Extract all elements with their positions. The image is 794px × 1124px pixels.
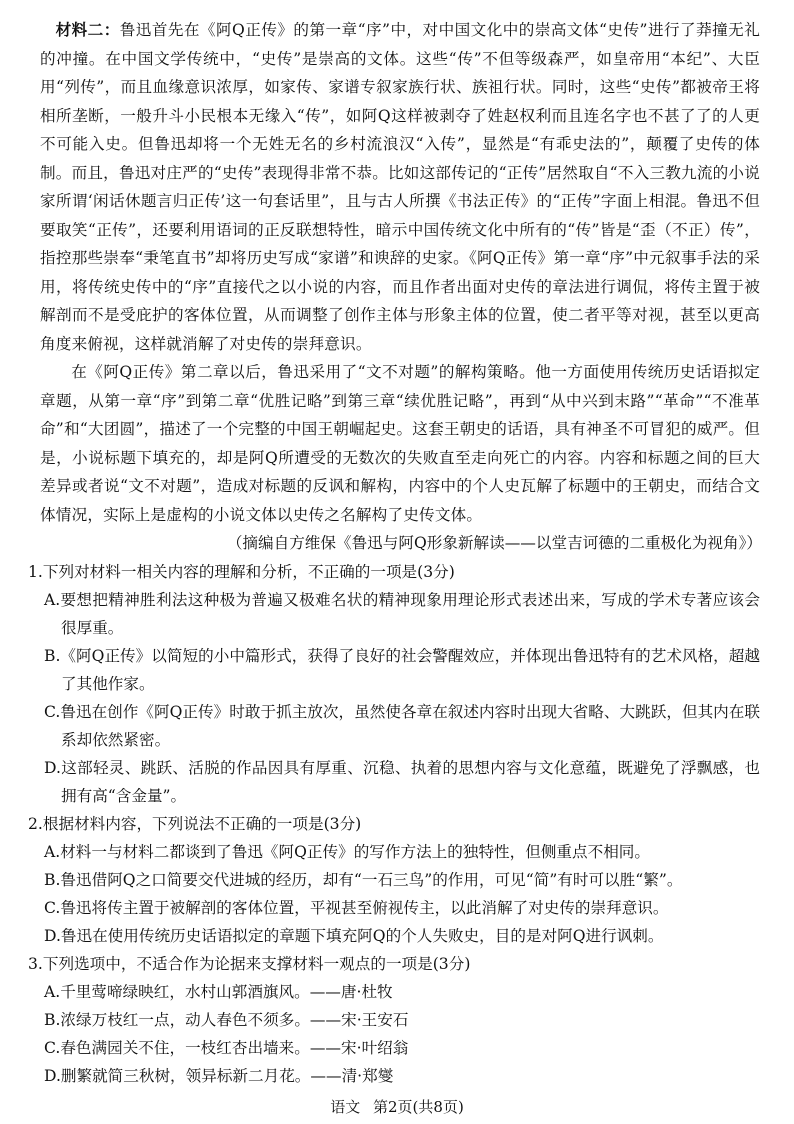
material2-paragraph-1-text: 鲁迅首先在《阿Q正传》的第一章“序”中，对中国文化中的崇高文体“史传”进行了莽撞无礼的冲撞。在中国文学传统中，“史传”是崇高的文体。这些“传”不但等级森严，如皇帝用“本纪”、大臣用“列传”，而且血缘意识浓厚，如家传、家谱专叙家族行状、族祖行状。同时，这些“史传”都被帝王将相所垄断，一般升斗小民根本无缘入“传”，如阿Q这样被剥夺了姓赵权利而且连名字也不甚了了的人更不可能入史。但鲁迅却将一个无姓无名的乡村流浪汉“入传”，显然是“有乖史法的”，颠覆了史传的体制。而且，鲁迅对庄严的“史传”表现得非常不恭。比如这部传记的“正传”居然取自“不入三教九流的小说家所谓‘闲话休题言归正传’这一句套话里”，且与古人所撰《书法正传》的“正传”字面上相混。鲁迅不但要取笑“正传”，还要利用语词的正反联想特性，暗示中国传统文化中所有的“传”皆是“歪（不正）传”，指控那些崇奉“秉笔直书”却将历史写成“家谱”和谀辞的史家。《阿Q正传》第一章“序”中元叙事手法的采用，将传统史传中的“序”直接代之以小说的内容，而且作者出面对史传的章法进行调侃，将传主置于被解剖而不是受庇护的客体位置，从而调整了创作主体与形象主体的位置，使二者平等对视，甚至以更高角度来俯视，这样就消解了对史传的崇拜意识。 (40, 21, 760, 353)
page-footer (0, 1096, 794, 1118)
question-3 (28, 950, 760, 1090)
footer-subject: 语文 (330, 1098, 361, 1116)
question-3-option-a: A.千里莺啼绿映红，水村山郭酒旗风。——唐·杜牧 (44, 982, 393, 1001)
question-1-option-b: B.《阿Q正传》以简短的小中篇形式，获得了良好的社会警醒效应，并体现出鲁迅特有的艺术风格，超越了其他作家。 (44, 646, 760, 693)
question-2-stem: 2.根据材料内容，下列说法不正确的一项是(3分) (28, 814, 362, 833)
material2-paragraph-2: 在《阿Q正传》第二章以后，鲁迅采用了“文不对题”的解构策略。他一方面使用传统历史话语拟定章题，从第一章“序”到第二章“优胜记略”到第三章“续优胜记略”，再到“从中兴到末路”“革命”“不准革命”和“大团圆”，描述了一个完整的中国王朝崛起史。这套王朝史的话语，具有神圣不可冒犯的威严。但是，小说标题下填充的，却是阿Q所遭受的无数次的失败直至走向死亡的内容。内容和标题之间的巨大差异或者说“文不对题”，造成对标题的反讽和解构，内容中的个人史瓦解了标题中的王朝史，而结合文体情况，实际上是虚构的小说文体以史传之名解构了史传文体。 (40, 363, 760, 524)
source-citation: （摘编自方维保《鲁迅与阿Q形象新解读——以堂吉诃德的二重极化为视角》） (226, 534, 762, 552)
question-1-stem: 1.下列对材料一相关内容的理解和分析，不正确的一项是(3分) (28, 562, 455, 581)
question-1-option-c: C.鲁迅在创作《阿Q正传》时敢于抓主放次，虽然使各章在叙述内容时出现大省略、大跳跃，但其内在联系却依然紧密。 (44, 702, 760, 749)
question-1-option-a: A.要想把精神胜利法这种极为普遍又极难名状的精神现象用理论形式表述出来，写成的学术专著应该会很厚重。 (44, 590, 760, 637)
question-2-option-d: D.鲁迅在使用传统历史话语拟定的章题下填充阿Q的个人失败史，目的是对阿Q进行讽刺。 (44, 926, 664, 945)
question-3-option-c: C.春色满园关不住，一枝红杏出墙来。——宋·叶绍翁 (44, 1038, 409, 1057)
question-2 (28, 810, 760, 950)
question-2-option-b: B.鲁迅借阿Q之口简要交代进城的经历，却有“一石三鸟”的作用，可见“简”有时可以胜“繁”。 (44, 870, 683, 889)
question-3-stem: 3.下列选项中，不适合作为论据来支撑材料一观点的一项是(3分) (28, 954, 471, 973)
material2-label: 材料二： (55, 20, 120, 39)
material2-paragraph-1 (40, 16, 760, 358)
question-1 (28, 558, 760, 810)
question-3-option-b: B.浓绿万枝红一点，动人春色不须多。——宋·王安石 (44, 1010, 409, 1029)
question-3-option-d: D.删繁就简三秋树，领异标新二月花。——清·郑燮 (44, 1066, 394, 1085)
footer-page-number: 第2页(共8页) (373, 1098, 464, 1116)
question-1-option-d: D.这部轻灵、跳跃、活脱的作品因具有厚重、沉稳、执着的思想内容与文化意蕴，既避免了浮飘感，也拥有高“含金量”。 (44, 758, 760, 805)
question-2-option-c: C.鲁迅将传主置于被解剖的客体位置，平视甚至俯视传主，以此消解了对史传的崇拜意识。 (44, 898, 669, 917)
question-2-option-a: A.材料一与材料二都谈到了鲁迅《阿Q正传》的写作方法上的独特性，但侧重点不相同。 (44, 842, 650, 861)
